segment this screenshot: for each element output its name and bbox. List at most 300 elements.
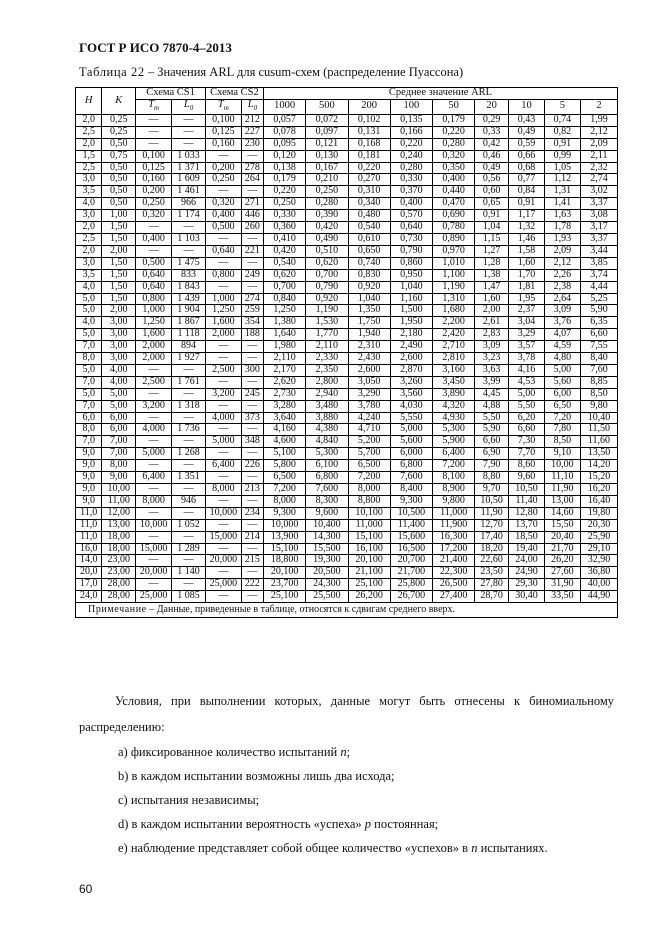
table-cell: 0,970 [433,245,475,257]
table-cell: 13,00 [544,495,580,507]
table-cell: 0,200 [136,186,172,198]
table-cell: 2,600 [390,353,432,365]
table-cell: 0,102 [348,114,390,126]
table-cell: 2,350 [306,364,348,376]
table-cell: 4,59 [544,341,580,353]
table-cell: 5,300 [306,448,348,460]
table-cell: 1,000 [205,293,241,305]
table-cell: 3,76 [544,317,580,329]
table-cell: 3,880 [306,412,348,424]
table-cell: 0,540 [348,222,390,234]
table-cell: 3,280 [264,400,306,412]
table-cell: — [241,376,263,388]
table-cell: 23,00 [102,555,136,567]
table-cell: 33,50 [544,591,580,603]
table-cell: 11,90 [544,484,580,496]
table-cell: 1,770 [306,329,348,341]
table-cell: 0,65 [475,198,509,210]
table-cell: — [205,448,241,460]
condition-text: a) фиксированное количество испытаний [118,745,341,759]
table-cell: 0,220 [390,138,432,150]
table-cell: 8,100 [433,472,475,484]
table-cell: 3,890 [433,388,475,400]
table-cell: 1,190 [306,305,348,317]
table-cell: 1 351 [172,472,206,484]
table-cell: — [205,400,241,412]
table-cell: 8,000 [136,495,172,507]
table-cell: 0,131 [348,126,390,138]
condition-text: d) в каждом испытании вероятность «успеха» [118,817,365,831]
header-l0-cs2: $L_0$ [241,99,263,114]
table-cell: 3,00 [102,329,136,341]
table-cell: 354 [241,317,263,329]
table-row [76,376,618,388]
table-cell: 2,500 [136,376,172,388]
table-cell: 0,25 [102,126,136,138]
table-cell: 12,00 [102,507,136,519]
table-cell: 18,50 [509,531,545,543]
table-cell: 3,57 [509,341,545,353]
table-cell: 3,29 [509,329,545,341]
table-cell: 3,5 [76,186,102,198]
table-cell: 0,50 [102,186,136,198]
table-cell: 4,00 [102,376,136,388]
table-cell: 4,710 [348,424,390,436]
table-cell: 20,100 [348,555,390,567]
table-cell: 24,00 [509,555,545,567]
table-cell: 15,500 [306,543,348,555]
table-cell: 0,730 [390,233,432,245]
table-cell: 9,80 [580,400,617,412]
table-cell: 0,640 [390,222,432,234]
table-cell: 36,80 [580,567,617,579]
table-cell: 1,47 [475,281,509,293]
table-cell: 0,790 [306,281,348,293]
table-cell: 0,470 [433,198,475,210]
table-cell: 2,12 [580,126,617,138]
table-cell: 1,95 [509,293,545,305]
table-cell: 11,0 [76,519,102,531]
table-cell: 0,46 [475,150,509,162]
table-cell: 5,90 [475,424,509,436]
table-cell: 6,400 [205,460,241,472]
table-cell: 4,160 [264,424,306,436]
header-arl-10: 10 [509,99,545,114]
table-cell: 9,800 [433,495,475,507]
table-cell: 5,900 [433,436,475,448]
table-cell: 0,400 [390,198,432,210]
table-cell: 1 289 [172,543,206,555]
table-row [76,329,618,341]
condition-item [118,788,548,812]
table-cell: — [205,519,241,531]
table-cell: 5,300 [433,424,475,436]
table-cell: 0,29 [475,114,509,126]
table-cell: 5,000 [390,424,432,436]
table-row [76,281,618,293]
table-cell: 0,82 [544,126,580,138]
table-cell: — [136,555,172,567]
table-cell: 245 [241,388,263,400]
table-cell: 1,32 [509,222,545,234]
table-cell: 16,40 [580,495,617,507]
table-cell: 230 [241,138,263,150]
table-cell: 264 [241,174,263,186]
table-cell: 0,121 [306,138,348,150]
table-cell: 0,095 [264,138,306,150]
table-cell: 27,400 [433,591,475,603]
table-cell: 2,00 [475,305,509,317]
table-cell: 5,700 [348,448,390,460]
table-cell: 0,50 [102,174,136,186]
table-cell: — [241,543,263,555]
table-cell: 2,110 [264,353,306,365]
header-arl-50: 50 [433,99,475,114]
table-cell: — [172,579,206,591]
table-cell: 2,810 [433,353,475,365]
table-cell: 446 [241,210,263,222]
table-cell: 188 [241,329,263,341]
table-row [76,531,618,543]
table-cell: 9,70 [475,484,509,496]
table-cell: 1,60 [509,257,545,269]
table-cell: 1 904 [172,305,206,317]
table-cell: 0,130 [306,150,348,162]
table-cell: — [136,245,172,257]
table-cell: 0,179 [264,174,306,186]
table-cell: 0,43 [509,114,545,126]
table-cell: — [172,114,206,126]
table-cell: 2,170 [264,364,306,376]
table-cell: 12,80 [509,507,545,519]
table-cell: 4,16 [509,364,545,376]
table-cell: 9,0 [76,495,102,507]
table-cell: 3,290 [348,388,390,400]
table-cell: 4,000 [205,412,241,424]
table-cell: 8,0 [76,353,102,365]
table-cell: 6,400 [136,472,172,484]
table-cell: 1,5 [76,150,102,162]
table-cell: 3,200 [136,400,172,412]
table-cell: 0,33 [475,126,509,138]
table-cell: 0,280 [306,198,348,210]
table-cell: 5,00 [544,364,580,376]
table-cell: 0,640 [136,269,172,281]
table-row [76,245,618,257]
table-cell: 24,300 [306,579,348,591]
table-cell: 20,100 [264,567,306,579]
table-cell: 11,00 [102,495,136,507]
table-cell: 16,100 [348,543,390,555]
table-row [76,388,618,400]
table-cell: 17,200 [433,543,475,555]
table-cell: 0,920 [348,281,390,293]
table-cell: 0,91 [544,138,580,150]
table-cell: — [136,507,172,519]
table-cell: 23,00 [102,567,136,579]
table-cell: 2,870 [390,364,432,376]
table-cell: 6,90 [475,448,509,460]
table-cell: 3,0 [76,210,102,222]
condition-text: b) в каждом испытании возможны лишь два исхода; [118,769,395,783]
table-cell: 0,280 [433,138,475,150]
table-cell: 3,09 [475,341,509,353]
table-cell: 17,40 [475,531,509,543]
document-code: ГОСТ Р ИСО 7870-4–2013 [79,40,232,55]
table-cell: 0,700 [264,281,306,293]
table-cell: 8,40 [580,353,617,365]
conditions-list [118,740,548,860]
table-cell: 0,220 [264,186,306,198]
table-cell: 1,250 [264,305,306,317]
table-cell: 0,220 [433,126,475,138]
table-cell: 3,450 [433,376,475,388]
table-cell: 1,940 [348,329,390,341]
table-cell: 0,270 [348,174,390,186]
table-cell: 27,80 [475,579,509,591]
header-arl-group: Среднее значение ARL [264,88,618,100]
table-cell: — [172,507,206,519]
table-cell: 29,10 [580,543,617,555]
table-cell: — [241,233,263,245]
table-cell: 2,5 [76,126,102,138]
table-cell: — [172,245,206,257]
table-cell: 6,60 [475,436,509,448]
table-cell: 9,600 [306,507,348,519]
table-row [76,364,618,376]
table-cell: 4,44 [580,281,617,293]
table-cell: 3,480 [306,400,348,412]
table-cell: 2,180 [390,329,432,341]
table-cell: — [172,531,206,543]
table-cell: 0,250 [136,198,172,210]
note-text: – Данные, приведенные в таблице, относятся к сдвигам среднего вверх. [146,604,456,616]
table-cell: 3,200 [205,388,241,400]
table-cell: 1 609 [172,174,206,186]
table-cell: — [205,495,241,507]
table-cell: 8,85 [580,376,617,388]
table-row [76,114,618,126]
table-cell: 0,135 [390,114,432,126]
table-cell: 0,320 [433,150,475,162]
table-cell: 2,620 [264,376,306,388]
table-cell: — [205,150,241,162]
table-cell: — [205,233,241,245]
table-cell: 7,30 [509,436,545,448]
table-cell: 4,88 [475,400,509,412]
table-cell: 3,5 [76,269,102,281]
table-label: Таблица 22 [79,65,145,79]
table-cell: 4,80 [544,353,580,365]
table-cell: 1,000 [136,305,172,317]
table-cell: 13,00 [102,519,136,531]
table-cell: — [136,412,172,424]
table-cell: — [205,567,241,579]
table-cell: — [136,436,172,448]
table-cell: — [205,376,241,388]
table-cell: 6,35 [580,317,617,329]
table-cell: 0,950 [390,269,432,281]
table-cell: 11,0 [76,531,102,543]
table-cell: 0,400 [205,210,241,222]
condition-text: e) наблюдение представляет собой общее количество «успехов» в [118,841,472,855]
table-cell: 2,0 [76,138,102,150]
table-cell: 1 475 [172,257,206,269]
table-cell: — [241,448,263,460]
table-cell: 0,480 [348,210,390,222]
table-cell: 1 103 [172,233,206,245]
table-cell: 1 867 [172,317,206,329]
header-tm-cs1: $T_m$ [136,99,172,114]
table-cell: 9,10 [544,448,580,460]
table-cell: 4,07 [544,329,580,341]
table-cell: 1 174 [172,210,206,222]
table-cell: — [136,126,172,138]
table-cell: 1,78 [544,222,580,234]
table-cell: 1,680 [433,305,475,317]
table-cell: 18,800 [264,555,306,567]
table-row [76,162,618,174]
table-cell: 6,500 [264,472,306,484]
table-cell: 2,09 [580,138,617,150]
table-cell: 0,440 [433,186,475,198]
table-cell: — [241,150,263,162]
table-cell: 0,250 [205,174,241,186]
table-cell: 10,400 [306,519,348,531]
table-cell: 0,179 [433,114,475,126]
table-cell: — [241,341,263,353]
table-cell: 16,0 [76,543,102,555]
table-cell: 0,620 [306,257,348,269]
header-l0-cs1: $L_0$ [172,99,206,114]
table-cell: 0,59 [509,138,545,150]
table-cell: 0,84 [509,186,545,198]
table-row [76,436,618,448]
table-cell: 249 [241,269,263,281]
table-cell: 2,26 [544,269,580,281]
table-cell: 0,790 [390,245,432,257]
table-cell: 2,000 [136,353,172,365]
table-cell: 5,550 [390,412,432,424]
table-cell: 0,097 [306,126,348,138]
table-cell: 7,0 [76,376,102,388]
table-cell: 28,00 [102,579,136,591]
table-cell: 26,500 [433,579,475,591]
table-cell: 0,510 [306,245,348,257]
table-cell: 2,420 [433,329,475,341]
table-row [76,567,618,579]
condition-variable: n [340,745,347,759]
table-cell: 26,20 [544,555,580,567]
table-cell: 16,500 [390,543,432,555]
table-row [76,257,618,269]
table-cell: 31,90 [544,579,580,591]
table-cell: 1,500 [390,305,432,317]
table-cell: 1,38 [475,269,509,281]
table-cell: 0,800 [136,293,172,305]
table-cell: 21,100 [348,567,390,579]
table-cell: — [136,460,172,472]
table-cell: 5,0 [76,388,102,400]
table-body [76,114,618,602]
table-cell: 11,000 [348,519,390,531]
table-cell: — [172,138,206,150]
table-cell: 16,300 [433,531,475,543]
table-cell: 15,600 [390,531,432,543]
table-cell: 213 [241,484,263,496]
table-cell: 6,20 [509,412,545,424]
table-cell: 14,300 [306,531,348,543]
table-cell: 2,00 [102,305,136,317]
table-cell: 13,70 [509,519,545,531]
table-cell: — [172,460,206,472]
table-cell: — [241,591,263,603]
table-cell: 1 927 [172,353,206,365]
table-row [76,186,618,198]
table-cell: 6,800 [306,472,348,484]
table-cell: 2,710 [433,341,475,353]
table-cell: 2,11 [580,150,617,162]
table-cell: 966 [172,198,206,210]
table-cell: 1,010 [433,257,475,269]
table-cell: 1,50 [102,222,136,234]
table-cell: — [172,412,206,424]
table-cell: 234 [241,507,263,519]
table-cell: 8,800 [348,495,390,507]
table-cell: 10,50 [475,495,509,507]
table-cell: 7,90 [475,460,509,472]
table-cell: 2,940 [306,388,348,400]
table-cell: — [136,222,172,234]
table-cell: 15,50 [544,519,580,531]
table-cell: 19,300 [306,555,348,567]
table-cell: 28,70 [475,591,509,603]
table-cell: 2,500 [205,364,241,376]
condition-item [118,836,548,860]
table-cell: 274 [241,293,263,305]
table-cell: 3,09 [544,305,580,317]
table-cell: 3,78 [509,353,545,365]
table-cell: 25,000 [136,591,172,603]
table-cell: 2,000 [205,329,241,341]
table-cell: 1,05 [544,162,580,174]
table-cell: — [241,424,263,436]
table-cell: — [241,495,263,507]
table-cell: 25,100 [348,579,390,591]
table-cell: 8,0 [76,424,102,436]
table-cell: — [172,555,206,567]
table-cell: 0,620 [264,269,306,281]
table-row [76,448,618,460]
table-cell: 1 843 [172,281,206,293]
table-cell: 5,90 [580,305,617,317]
table-cell: 0,800 [205,269,241,281]
table-cell: 6,500 [348,460,390,472]
table-cell: 4,600 [264,436,306,448]
table-row [76,210,618,222]
table-cell: 22,300 [433,567,475,579]
table-cell: 1,50 [102,233,136,245]
header-arl-5: 5 [544,99,580,114]
table-cell: 227 [241,126,263,138]
table-cell: 4,0 [76,281,102,293]
table-cell: 1,41 [544,198,580,210]
table-cell: 20,700 [390,555,432,567]
table-cell: 13,900 [264,531,306,543]
table-cell: 2,64 [544,293,580,305]
table-cell: 6,00 [102,424,136,436]
header-arl-100: 100 [390,99,432,114]
